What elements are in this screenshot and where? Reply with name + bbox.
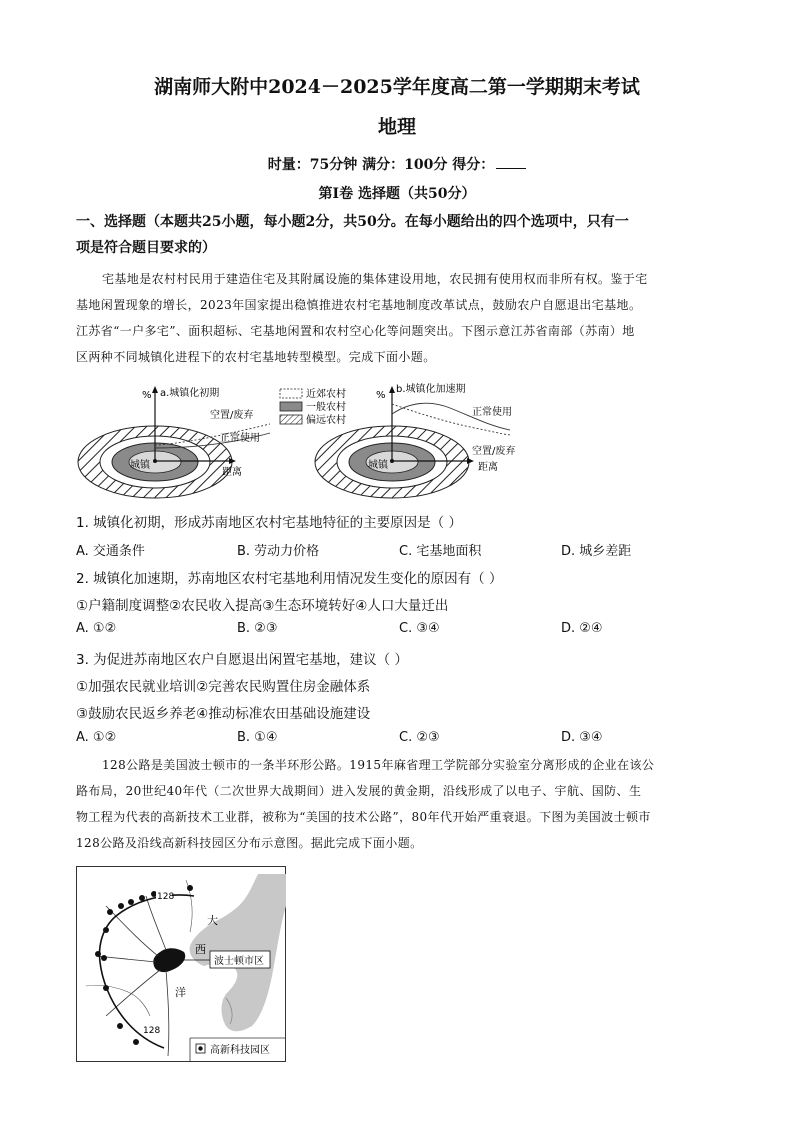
homestead-transition-figure <box>70 378 730 503</box>
q1-option-d[interactable]: D. 城乡差距 <box>561 544 632 559</box>
exam-subject: 地理 <box>377 116 416 138</box>
curve-label-normal-b: 正常使用 <box>472 407 512 418</box>
exam-meta <box>0 154 794 174</box>
town-label-a: 城镇 <box>130 460 150 471</box>
q2-option-b[interactable]: B. ②③ <box>237 621 278 636</box>
legend-tech-park: 高新科技园区 <box>210 1045 270 1056</box>
tech-park-dot <box>128 899 134 905</box>
y-arrow-a <box>152 386 158 393</box>
passage-line: 基地闲置现象的增长，2023年国家提出稳慎推进农村宅基地制度改革试点，鼓励农户自愿退出宅基地。 <box>76 298 642 312</box>
panel-b-title: b.城镇化加速期 <box>396 384 466 395</box>
legend-remote: 偏远农村 <box>306 415 346 426</box>
tech-park-dot <box>118 903 124 909</box>
tech-park-dot <box>103 985 109 991</box>
q3-statements: ①加强农民就业培训②完善农民购置住房金融体系 <box>76 679 371 695</box>
curve-label-normal-a: 正常使用 <box>220 433 260 444</box>
curve-label-vacant-a: 空置/废弃 <box>210 410 254 421</box>
tech-park-dot <box>107 909 113 915</box>
panel-a-title: a.城镇化初期 <box>160 388 220 399</box>
passage-line: 宅基地是农村村民用于建造住宅及其附属设施的集体建设用地，农民拥有使用权而非所有权。鉴于宅 <box>102 272 648 286</box>
route-label-top: 128 <box>157 892 175 902</box>
y-label-b: % <box>376 390 386 401</box>
q2-option-a[interactable]: A. ①② <box>76 621 117 636</box>
panel-a <box>78 386 270 498</box>
passage-route128 <box>76 752 722 856</box>
legend-ordinary: 一般农村 <box>306 402 346 413</box>
ocean-char: 西 <box>195 943 206 956</box>
tech-park-dot <box>103 927 109 933</box>
q3-option-a[interactable]: A. ①② <box>76 730 117 745</box>
x-arrow-b <box>467 458 474 464</box>
q1-option-b[interactable]: B. 劳动力价格 <box>237 544 320 559</box>
q3-option-c[interactable]: C. ②③ <box>399 730 440 745</box>
y-label-a: % <box>142 390 152 401</box>
x-label-a: 距离 <box>222 467 242 478</box>
q1-option-c[interactable]: C. 宅基地面积 <box>399 544 482 559</box>
passage-line: 区两种不同城镇化进程下的农村宅基地转型模型。完成下面小题。 <box>76 350 436 364</box>
curve-label-vacant-b: 空置/废弃 <box>472 446 516 457</box>
ocean-char: 大 <box>207 914 218 927</box>
instructions-line: 项是符合题目要求的） <box>76 240 216 256</box>
tech-park-dot <box>95 951 101 957</box>
tech-park-dot <box>117 1023 123 1029</box>
section-heading: 第Ⅰ卷 选择题（共50分） <box>318 186 476 202</box>
question-1-stem: 1. 城镇化初期，形成苏南地区农村宅基地特征的主要原因是（ ） <box>76 515 462 531</box>
passage-homestead <box>76 266 722 370</box>
exam-title: 湖南师大附中2024－2025学年度高二第一学期期末考试 <box>154 76 640 98</box>
tech-park-dot <box>187 885 193 891</box>
legend-swatch-suburban <box>280 389 302 398</box>
passage-line: 物工程为代表的高新技术工业群，被称为“美国的技术公路”，80年代开始严重衰退。下图为美国波士顿市 <box>76 810 651 824</box>
tech-park-dot <box>133 1039 139 1045</box>
y-arrow-b <box>389 386 395 393</box>
legend-dot <box>198 1046 202 1050</box>
q2-option-d[interactable]: D. ②④ <box>561 621 603 636</box>
passage-line: 128公路是美国波士顿市的一条半环形公路。1915年麻省理工学院部分实验室分离形成的企业在该公 <box>102 758 655 772</box>
city-label: 波士顿市区 <box>214 956 264 967</box>
q3-option-b[interactable]: B. ①④ <box>237 730 278 745</box>
passage-line: 江苏省“一户多宅”、面积超标、宅基地闲置和农村空心化等问题突出。下图示意江苏省南部（苏南）地 <box>76 324 635 338</box>
route128-map <box>76 866 286 1062</box>
tech-park-dot <box>139 895 145 901</box>
q1-option-a[interactable]: A. 交通条件 <box>76 544 145 559</box>
legend-suburban: 近郊农村 <box>306 389 346 400</box>
route-label-bottom: 128 <box>143 1026 161 1036</box>
score-blank <box>496 156 526 169</box>
ocean-char: 洋 <box>175 986 186 999</box>
question-2-stem: 2. 城镇化加速期，苏南地区农村宅基地利用情况发生变化的原因有（ ） <box>76 571 503 587</box>
q2-statements: ①户籍制度调整②农民收入提高③生态环境转好④人口大量迁出 <box>76 598 449 614</box>
passage-line: 路布局，20世纪40年代（二次世界大战期间）进入发展的黄金期，沿线形成了以电子、宇航、国防、生 <box>76 784 642 798</box>
exam-meta-text: 时量：75分钟 满分：100分 得分： <box>267 157 495 173</box>
question-3-stem: 3. 为促进苏南地区农户自愿退出闲置宅基地，建议（ ） <box>76 652 408 668</box>
x-arrow-a <box>229 458 236 464</box>
tech-park-dot <box>101 955 107 961</box>
figure1-legend <box>280 387 346 426</box>
instructions <box>76 209 726 261</box>
x-label-b: 距离 <box>478 462 498 473</box>
q2-option-c[interactable]: C. ③④ <box>399 621 440 636</box>
q3-option-d[interactable]: D. ③④ <box>561 730 603 745</box>
q3-statements: ③鼓励农民返乡养老④推动标准农田基础设施建设 <box>76 706 371 722</box>
town-label-b: 城镇 <box>368 460 388 471</box>
instructions-line: 一、选择题（本题共25小题，每小题2分，共50分。在每小题给出的四个选项中，只有一 <box>76 214 629 230</box>
legend-swatch-remote <box>280 415 302 424</box>
passage-line: 128公路及沿线高新科技园区分布示意图。据此完成下面小题。 <box>76 836 423 850</box>
legend-swatch-ordinary <box>280 402 302 411</box>
